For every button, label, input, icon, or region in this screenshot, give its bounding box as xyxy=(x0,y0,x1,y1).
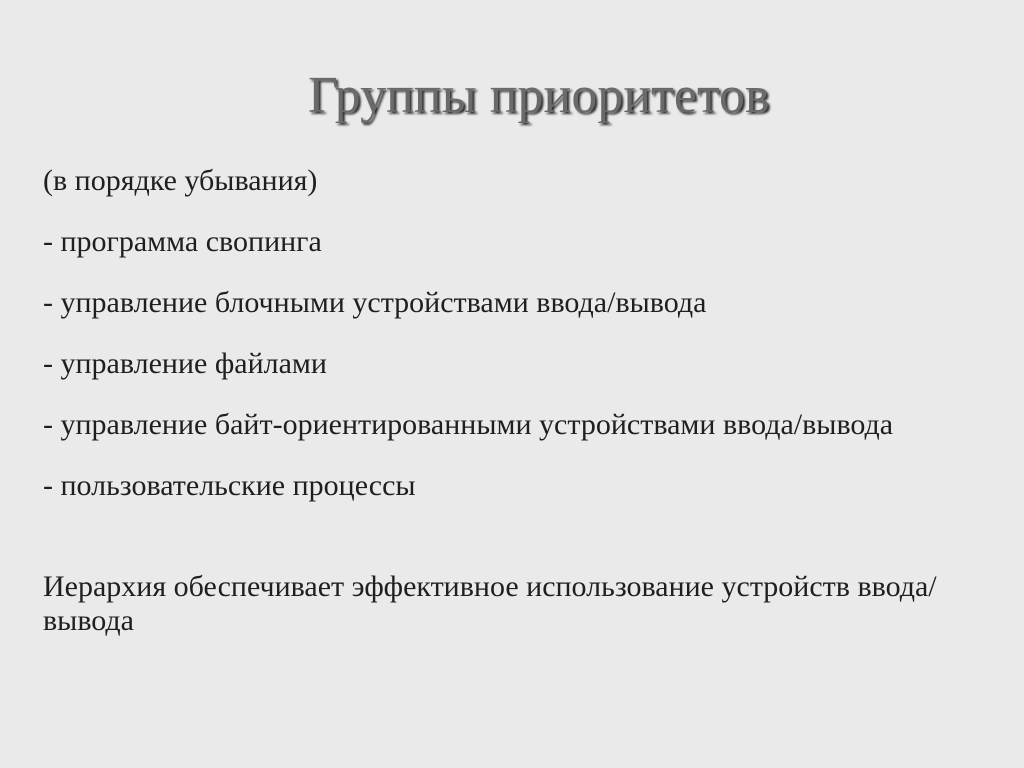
slide-title: Группы приоритетов xyxy=(308,67,770,124)
priority-item-1: - программа свопинга xyxy=(43,225,322,258)
priority-item-4: - управление байт-ориентированными устройствами ввода/вывода xyxy=(43,408,894,441)
subtitle-text: (в порядке убывания) xyxy=(43,164,318,197)
priority-item-2: - управление блочными устройствами ввода/вывода xyxy=(43,286,707,319)
slide-body xyxy=(43,164,1003,665)
priority-item-5: - пользовательские процессы xyxy=(43,469,416,502)
priority-item-3: - управление файлами xyxy=(43,347,327,380)
spacer xyxy=(43,530,1003,570)
conclusion-text: Иерархия обеспечивает эффективное использование устройств ввода/вывода xyxy=(43,570,937,637)
